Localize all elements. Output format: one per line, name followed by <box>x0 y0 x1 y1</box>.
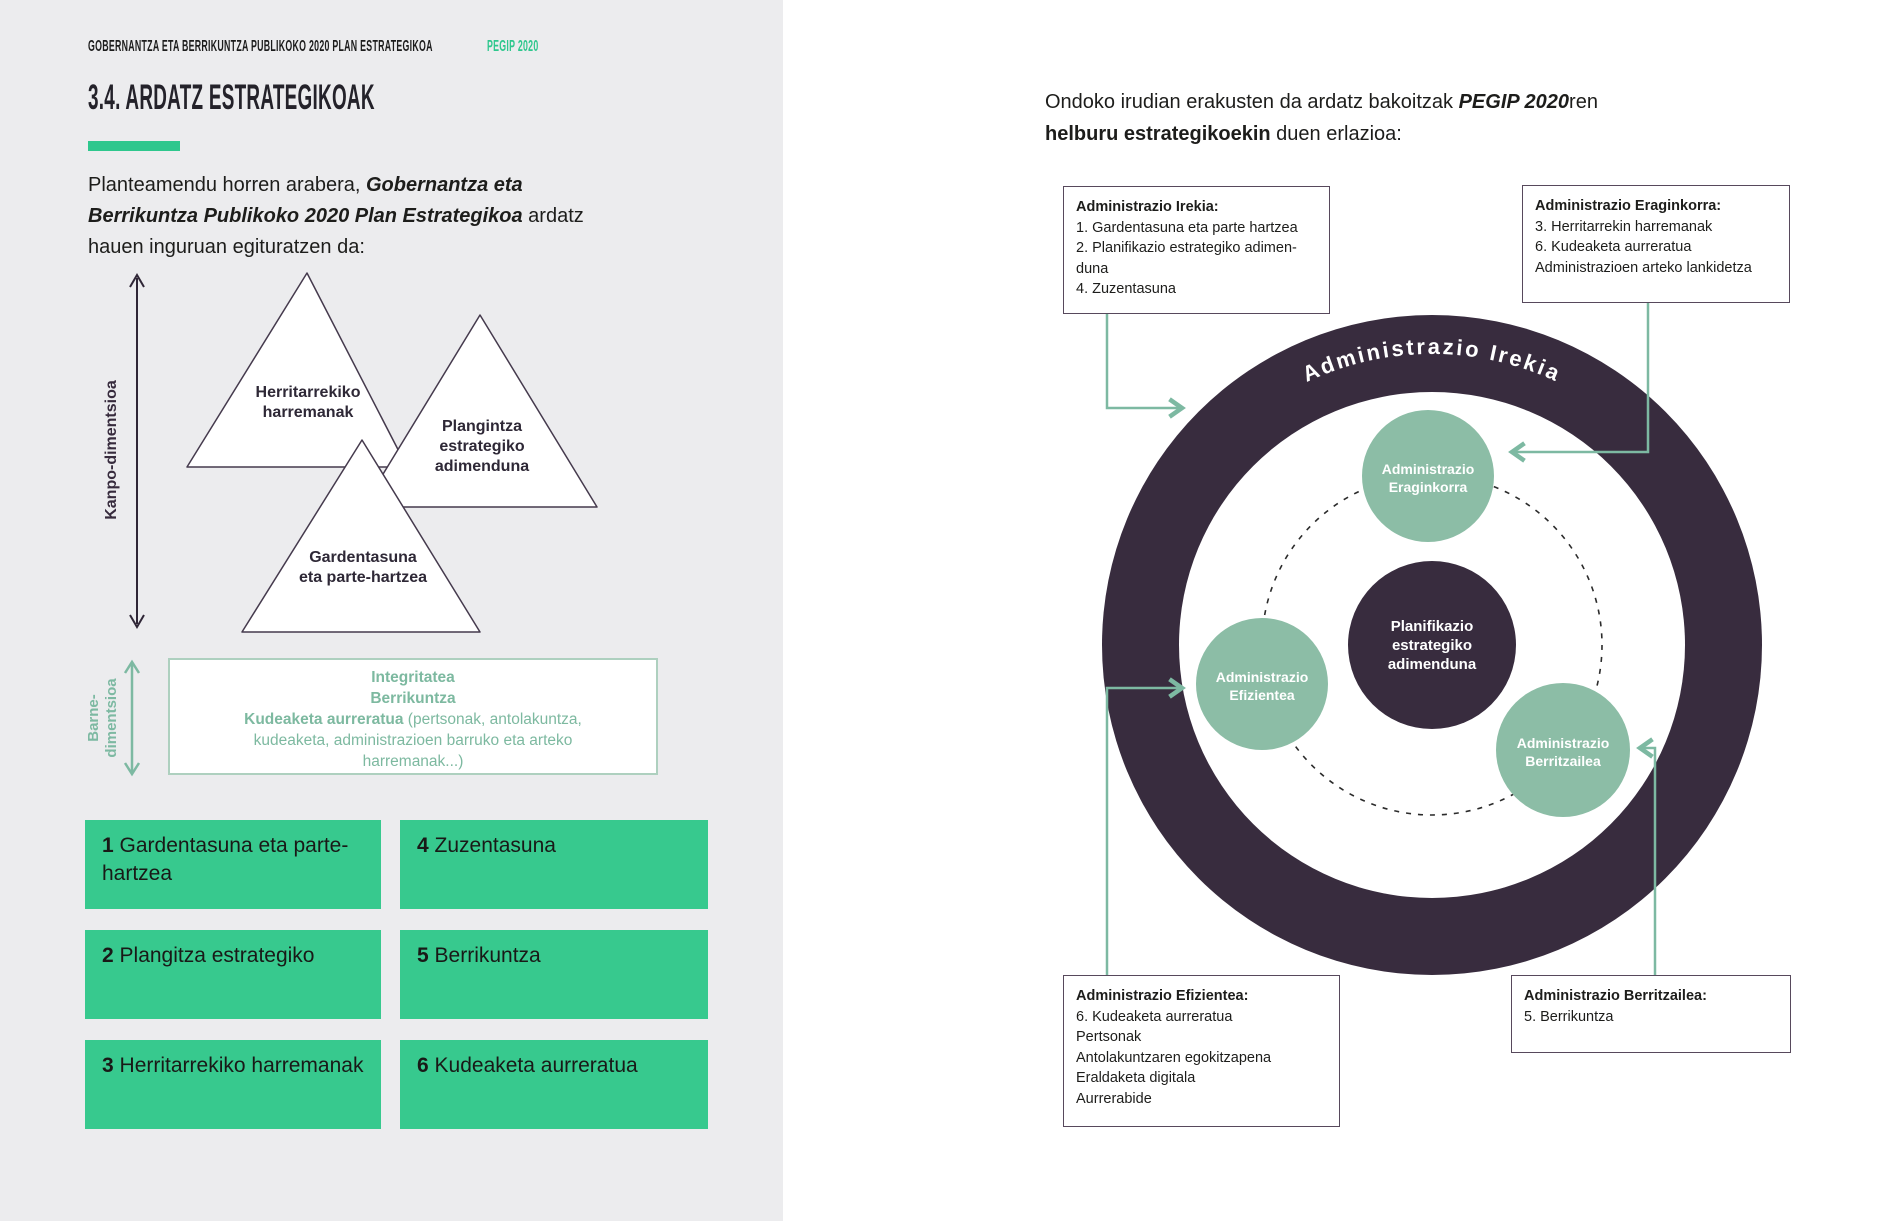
triangle-plangintza-label-line3: adimenduna <box>434 458 530 475</box>
callout-line: 6. Kudeaketa aurreratua <box>1535 239 1692 255</box>
internal-box-line5: harremanak...) <box>362 753 464 770</box>
callout-line: 6. Kudeaketa aurreratua <box>1076 1008 1233 1025</box>
satellite-left-label-line2: Efizientea <box>1229 687 1295 703</box>
callout-title: Administrazio Efizientea: <box>1076 988 1249 1004</box>
barne-axis-label <box>85 678 120 758</box>
intro-emphasis: Berrikuntza Publikoko 2020 Plan Estrategikoa <box>88 205 523 227</box>
axis-card-1 <box>85 820 381 909</box>
callout-line: 1. Gardentasuna eta parte hartzea <box>1076 219 1298 236</box>
triangle-herritarrekiko-label-line1: Herritarrekiko <box>255 384 361 401</box>
axis-card-6 <box>400 1040 708 1129</box>
intro-emphasis: helburu estrategikoekin <box>1045 123 1271 145</box>
intro-text: hauen inguruan egituratzen da: <box>88 236 365 258</box>
axis-card-label: Plangitza estrategiko <box>119 944 315 967</box>
axis-card-label: Berrikuntza <box>434 944 541 967</box>
triangle-gardentasuna-label-line1: Gardentasuna <box>309 549 417 566</box>
satellite-top-label-line2: Eraginkorra <box>1388 479 1468 495</box>
intro-text: duen erlazioa: <box>1270 123 1402 145</box>
callout-line: 2. Planifikazio estrategiko adimen- <box>1076 240 1297 256</box>
kanpo-axis-label: Kanpo-dimentsioa <box>103 380 120 520</box>
axis-card-4 <box>400 820 708 909</box>
intro-emphasis: PEGIP 2020 <box>1458 91 1570 113</box>
document-header-badge: PEGIP 2020 <box>487 38 539 55</box>
title-accent-bar <box>88 141 180 151</box>
callout-title: Administrazio Irekia: <box>1076 199 1219 215</box>
internal-dimension-box <box>168 658 658 775</box>
triangle-plangintza <box>363 315 597 507</box>
triangle-plangintza-label-line2: estrategiko <box>439 438 525 455</box>
axis-card-label: Gardentasuna eta parte-hartzea <box>102 834 349 885</box>
internal-box-line3-rest: (pertsonak, antolakuntza, <box>403 711 582 728</box>
callout-line: Administrazioen arteko lankidetza <box>1535 259 1752 276</box>
axis-card-number: 2 <box>102 944 114 967</box>
internal-box-line1: Integritatea <box>371 669 455 686</box>
callout-administrazio-berritzailea <box>1511 975 1791 1053</box>
callout-line: Antolakuntzaren egokitzapena <box>1076 1049 1272 1066</box>
intro-line <box>88 201 584 232</box>
triangle-plangintza-label-line1: Plangintza <box>441 418 523 435</box>
callout-line: 5. Berrikuntza <box>1524 1008 1614 1025</box>
internal-box-line4: kudeaketa, administrazioen barruko eta arteko <box>253 732 573 749</box>
satellite-bottom-right-label-line1: Administrazio <box>1516 735 1610 751</box>
axis-card-5 <box>400 930 708 1019</box>
center-circle-label-line3: adimenduna <box>1387 656 1477 673</box>
callout-administrazio-eraginkorra <box>1522 185 1790 303</box>
document-header-title: GOBERNANTZA ETA BERRIKUNTZA PUBLIKOKO 2020 PLAN ESTRATEGIKOA <box>88 38 433 55</box>
satellite-left-label-line1: Administrazio <box>1215 669 1309 685</box>
barne-axis-label-line2: dimentsioa <box>103 678 120 758</box>
callout-line: Aurrerabide <box>1076 1090 1152 1107</box>
callout-line: 3. Herritarrekin harremanak <box>1535 218 1713 235</box>
ring-diagram <box>1000 250 1850 1050</box>
section-title: 3.4. ARDATZ ESTRATEGIKOAK <box>88 78 375 117</box>
left-page <box>0 0 783 1221</box>
internal-box-line3 <box>170 709 656 730</box>
satellite-top-label-line1: Administrazio <box>1381 461 1475 477</box>
callout-line: 4. Zuzentasuna <box>1076 281 1176 297</box>
intro-line <box>88 170 584 201</box>
callout-title: Administrazio Eraginkorra: <box>1535 198 1722 214</box>
center-circle-label-line2: estrategiko <box>1391 637 1473 654</box>
connector-top-left-arrow <box>1107 312 1182 408</box>
axis-card-3 <box>85 1040 381 1129</box>
axis-card-number: 1 <box>102 834 114 857</box>
left-intro-paragraph <box>88 170 584 263</box>
axis-cards-grid <box>85 820 708 1129</box>
intro-line <box>1045 118 1598 150</box>
axis-card-number: 6 <box>417 1054 429 1077</box>
triangle-herritarrekiko <box>187 273 407 467</box>
barne-axis-label-line1: Barne- <box>85 694 102 742</box>
axis-card-label: Kudeaketa aurreratua <box>434 1054 638 1077</box>
center-circle-label-line1: Planifikazio <box>1390 618 1474 635</box>
intro-text: Ondoko irudian erakusten da ardatz bakoitzak <box>1045 91 1459 113</box>
internal-box-line3-bold: Kudeaketa aurreratua <box>244 711 404 728</box>
axis-card-number: 3 <box>102 1054 114 1077</box>
intro-text: ardatz <box>522 205 584 227</box>
right-intro-paragraph <box>1045 86 1598 150</box>
intro-emphasis: Gobernantza eta <box>365 174 523 196</box>
satellite-bottom-right-label-line2: Berritzailea <box>1525 753 1601 769</box>
intro-text: Planteamendu horren arabera, <box>88 174 366 196</box>
callout-line: duna <box>1076 260 1109 277</box>
callout-administrazio-efizientea <box>1063 975 1340 1127</box>
intro-line <box>88 232 584 263</box>
axis-card-label: Zuzentasuna <box>434 834 556 857</box>
intro-text: ren <box>1569 91 1598 113</box>
callout-line: Eraldaketa digitala <box>1076 1070 1196 1086</box>
axis-card-2 <box>85 930 381 1019</box>
triangle-gardentasuna-label-line2: eta parte-hartzea <box>298 569 428 586</box>
callout-line: Pertsonak <box>1076 1029 1142 1045</box>
callout-title: Administrazio Berritzailea: <box>1524 988 1707 1004</box>
callout-administrazio-irekia <box>1063 186 1330 314</box>
axis-card-number: 5 <box>417 944 429 967</box>
axis-card-number: 4 <box>417 834 429 857</box>
axis-card-label: Herritarrekiko harremanak <box>119 1054 364 1077</box>
internal-box-line2: Berrikuntza <box>370 690 456 707</box>
ring-label: Administrazio Irekia <box>1298 333 1566 387</box>
triangle-herritarrekiko-label-line2: harremanak <box>262 404 354 421</box>
intro-line <box>1045 86 1598 118</box>
